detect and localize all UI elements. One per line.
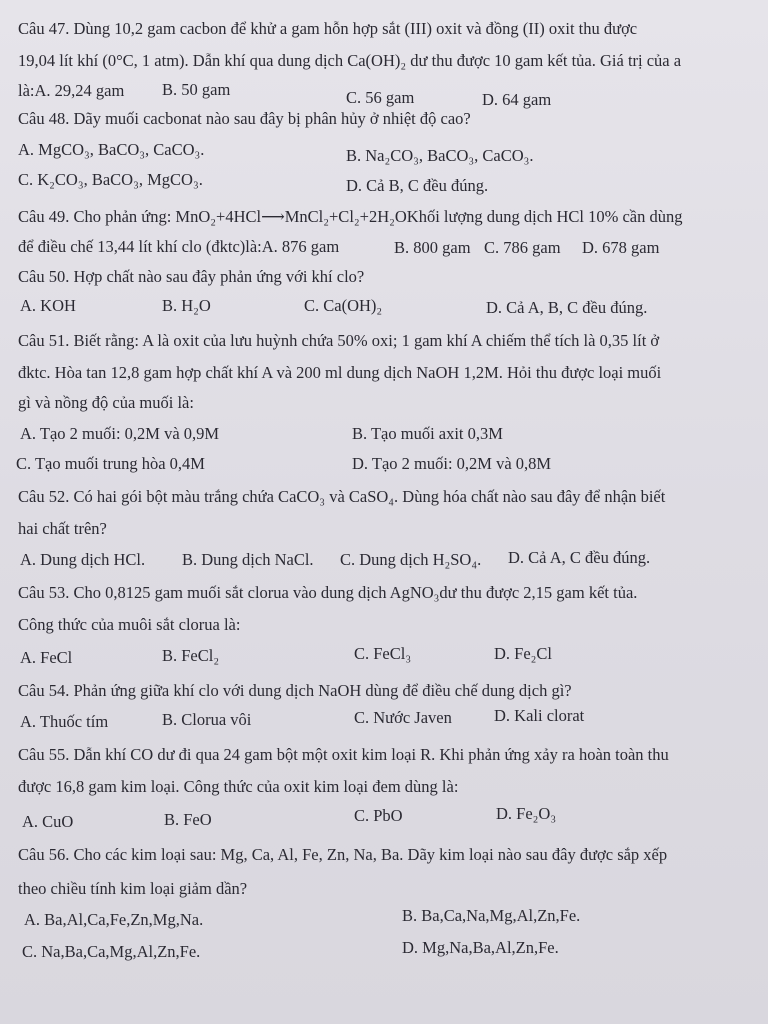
- question-50-option-b: B. H₂O: [162, 296, 211, 315]
- question-48-option-d: D. Cả B, C đều đúng.: [346, 176, 489, 195]
- question-50-text: Câu 50. Hợp chất nào sau đây phản ứng với khí clo?: [18, 267, 365, 286]
- question-55-option-b: B. FeO: [164, 810, 212, 829]
- question-56-option-a: A. Ba,Al,Ca,Fe,Zn,Mg,Na.: [24, 910, 204, 929]
- question-47-line-3: là:A. 29,24 gam: [18, 81, 125, 100]
- question-49-option-c: C. 786 gam: [484, 238, 561, 257]
- question-51-option-d: D. Tạo 2 muối: 0,2M và 0,8M: [352, 454, 552, 473]
- question-56-option-c: C. Na,Ba,Ca,Mg,Al,Zn,Fe.: [22, 942, 201, 961]
- question-52-option-b: B. Dung dịch NaCl.: [182, 550, 314, 569]
- question-51-line-2: đktc. Hòa tan 12,8 gam hợp chất khí A và 200 ml dung dịch NaOH 1,2M. Hỏi thu được loại muối: [18, 363, 662, 382]
- question-54-option-b: B. Clorua vôi: [162, 710, 252, 729]
- question-52-option-d: D. Cả A, C đều đúng.: [508, 548, 651, 567]
- question-56-line-2: theo chiều tính kim loại giảm dần?: [18, 879, 248, 898]
- question-52-line-2: hai chất trên?: [18, 519, 107, 538]
- question-53-line-2: Công thức của muôi sắt clorua là:: [18, 615, 241, 634]
- question-56-option-b: B. Ba,Ca,Na,Mg,Al,Zn,Fe.: [402, 906, 581, 925]
- question-48-option-c: C. K₂CO₃, BaCO₃, MgCO₃.: [18, 170, 203, 189]
- question-51-option-a: A. Tạo 2 muối: 0,2M và 0,9M: [20, 424, 220, 443]
- question-47-line-1: Câu 47. Dùng 10,2 gam cacbon để khử a gam hỗn hợp sắt (III) oxit và đồng (II) oxit thu được: [18, 19, 638, 38]
- question-54-option-d: D. Kali clorat: [494, 706, 585, 725]
- question-54-option-c: C. Nước Javen: [354, 708, 452, 727]
- question-51-option-b: B. Tạo muối axit 0,3M: [352, 424, 503, 443]
- question-55-line-2: được 16,8 gam kim loại. Công thức của oxit kim loại đem dùng là:: [18, 777, 459, 796]
- question-53-line-1: Câu 53. Cho 0,8125 gam muối sắt clorua vào dung dịch AgNO₃dư thu được 2,15 gam kết tủa.: [18, 583, 638, 602]
- question-53-option-b: B. FeCl₂: [162, 646, 220, 665]
- question-55-option-c: C. PbO: [354, 806, 403, 825]
- question-47-option-c: C. 56 gam: [346, 88, 415, 107]
- question-50-option-c: C. Ca(OH)₂: [304, 296, 383, 315]
- question-56-option-d: D. Mg,Na,Ba,Al,Zn,Fe.: [402, 938, 559, 957]
- question-52-line-1: Câu 52. Có hai gói bột màu trắng chứa CaCO₃ và CaSO₄. Dùng hóa chất nào sau đây để nhận biết: [18, 487, 666, 506]
- question-52-option-c: C. Dung dịch H₂SO₄.: [340, 550, 482, 569]
- question-49-option-b: B. 800 gam: [394, 238, 471, 257]
- question-48-option-a: A. MgCO₃, BaCO₃, CaCO₃.: [18, 140, 205, 159]
- question-55-option-d: D. Fe₂O₃: [496, 804, 557, 823]
- question-50-option-d: D. Cả A, B, C đều đúng.: [486, 298, 648, 317]
- question-54-option-a: A. Thuốc tím: [20, 712, 109, 731]
- question-51-line-1: Câu 51. Biết rằng: A là oxit của lưu huỳnh chứa 50% oxi; 1 gam khí A chiếm thể tích là 0,35 lít ở: [18, 331, 660, 350]
- question-48-option-b: B. Na₂CO₃, BaCO₃, CaCO₃.: [346, 146, 534, 165]
- question-56-line-1: Câu 56. Cho các kim loại sau: Mg, Ca, Al, Fe, Zn, Na, Ba. Dãy kim loại nào sau đây được sắp xếp: [18, 845, 668, 864]
- question-54-text: Câu 54. Phản ứng giữa khí clo với dung dịch NaOH dùng để điều chế dung dịch gì?: [18, 681, 572, 700]
- question-55-option-a: A. CuO: [22, 812, 74, 831]
- question-49-line-1: Câu 49. Cho phản ứng: MnO₂+4HCl⟶MnCl₂+Cl₂+2H₂OKhối lượng dung dịch HCl 10% cần dùng: [18, 207, 683, 226]
- question-49-option-d: D. 678 gam: [582, 238, 660, 257]
- question-47-option-d: D. 64 gam: [482, 90, 552, 109]
- question-53-option-d: D. Fe₂Cl: [494, 644, 553, 663]
- question-48-text: Câu 48. Dãy muối cacbonat nào sau đây bị phân hủy ở nhiệt độ cao?: [18, 109, 471, 128]
- question-47-option-b: B. 50 gam: [162, 80, 231, 99]
- question-47-line-2: 19,04 lít khí (0°C, 1 atm). Dẫn khí qua dung dịch Ca(OH)₂ dư thu được 10 gam kết tủa. Giá trị của a: [18, 51, 682, 70]
- question-55-line-1: Câu 55. Dẫn khí CO dư đi qua 24 gam bột một oxit kim loại R. Khi phản ứng xảy ra hoàn toàn thu: [18, 745, 669, 764]
- question-51-line-3: gì và nồng độ của muối là:: [18, 393, 194, 412]
- question-49-line-2: để điều chế 13,44 lít khí clo (đktc)là:A. 876 gam: [18, 237, 340, 256]
- question-53-option-c: C. FeCl₃: [354, 644, 412, 663]
- question-50-option-a: A. KOH: [20, 296, 76, 315]
- question-52-option-a: A. Dung dịch HCl.: [20, 550, 146, 569]
- question-51-option-c: C. Tạo muối trung hòa 0,4M: [16, 454, 205, 473]
- question-53-option-a: A. FeCl: [20, 648, 73, 667]
